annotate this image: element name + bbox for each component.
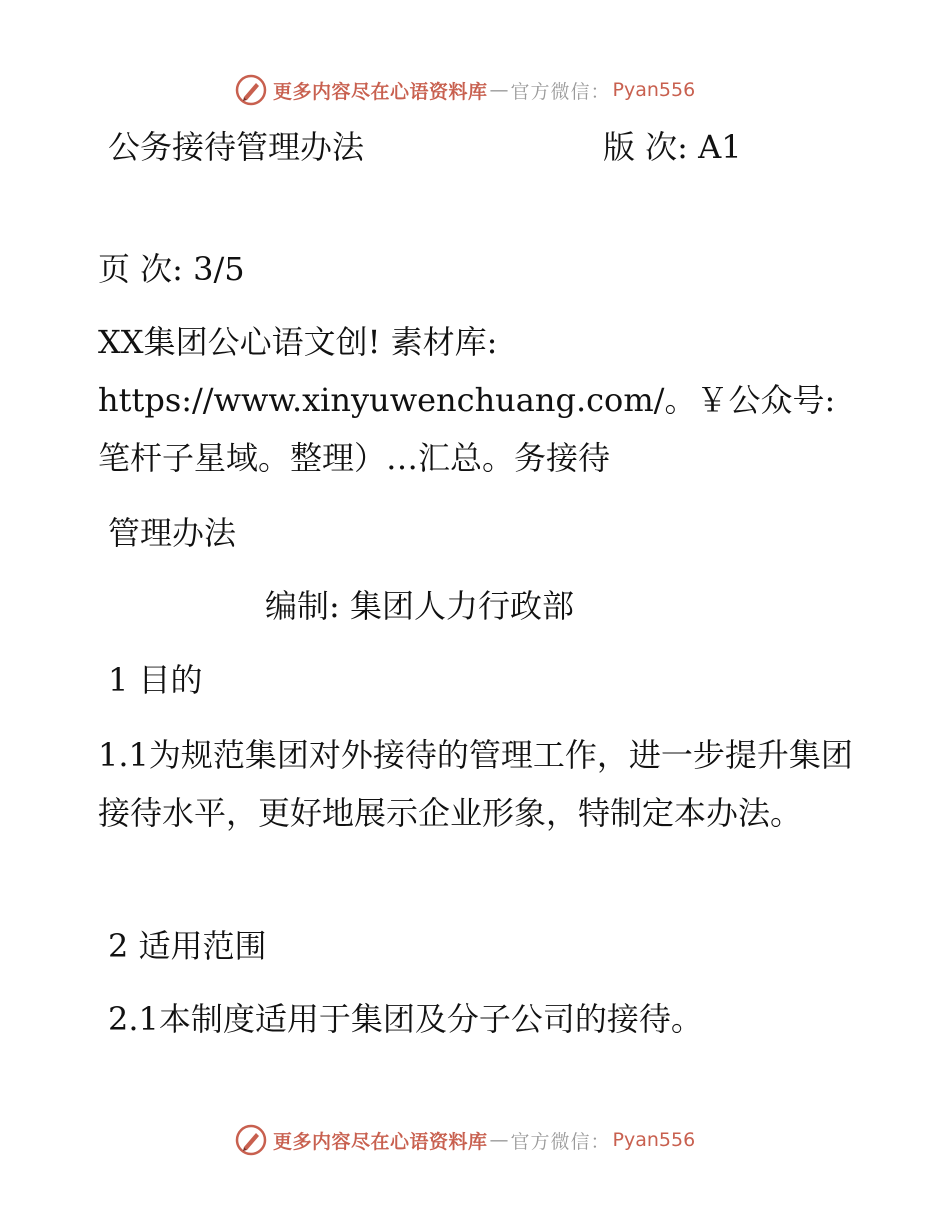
document-title: 公务接待管理办法 bbox=[108, 128, 365, 166]
banner-text: 更多内容尽在心语资料库 bbox=[273, 1130, 488, 1153]
banner-wechat-label: 官方微信： bbox=[510, 80, 611, 103]
compiled-by-line: 编制: 集团人力行政部 bbox=[265, 587, 574, 625]
section-2-paragraph: 2.1本制度适用于集团及分子公司的接待。 bbox=[108, 1000, 703, 1038]
pen-logo-icon bbox=[235, 1124, 267, 1156]
footer-watermark-banner bbox=[235, 1122, 695, 1158]
banner-text: 更多内容尽在心语资料库 bbox=[273, 80, 488, 103]
banner-wechat-id: Pyan556 bbox=[612, 1129, 696, 1151]
section-1-heading: 1 目的 bbox=[108, 661, 203, 699]
page-number-label: 页 次: 3/5 bbox=[98, 250, 245, 288]
header-watermark-banner bbox=[235, 72, 695, 108]
section-1-paragraph: 1.1为规范集团对外接待的管理工作，进一步提升集团接待水平，更好地展示企业形象，特制定本办法。 bbox=[98, 736, 853, 832]
banner-dash: — bbox=[489, 1129, 509, 1151]
management-line: 管理办法 bbox=[108, 514, 237, 552]
banner-dash: — bbox=[489, 79, 509, 101]
banner-wechat-id: Pyan556 bbox=[612, 79, 696, 101]
intro-paragraph: XX集团公心语文创! 素材库: https://www.xinyuwenchuang.com/。￥公众号: 笔杆子星域。整理）…汇总。务接待 bbox=[98, 323, 836, 477]
banner-wechat-label: 官方微信： bbox=[510, 1130, 611, 1153]
pen-logo-icon bbox=[235, 74, 267, 106]
version-label: 版 次: A1 bbox=[603, 128, 742, 166]
section-2-heading: 2 适用范围 bbox=[108, 927, 267, 965]
